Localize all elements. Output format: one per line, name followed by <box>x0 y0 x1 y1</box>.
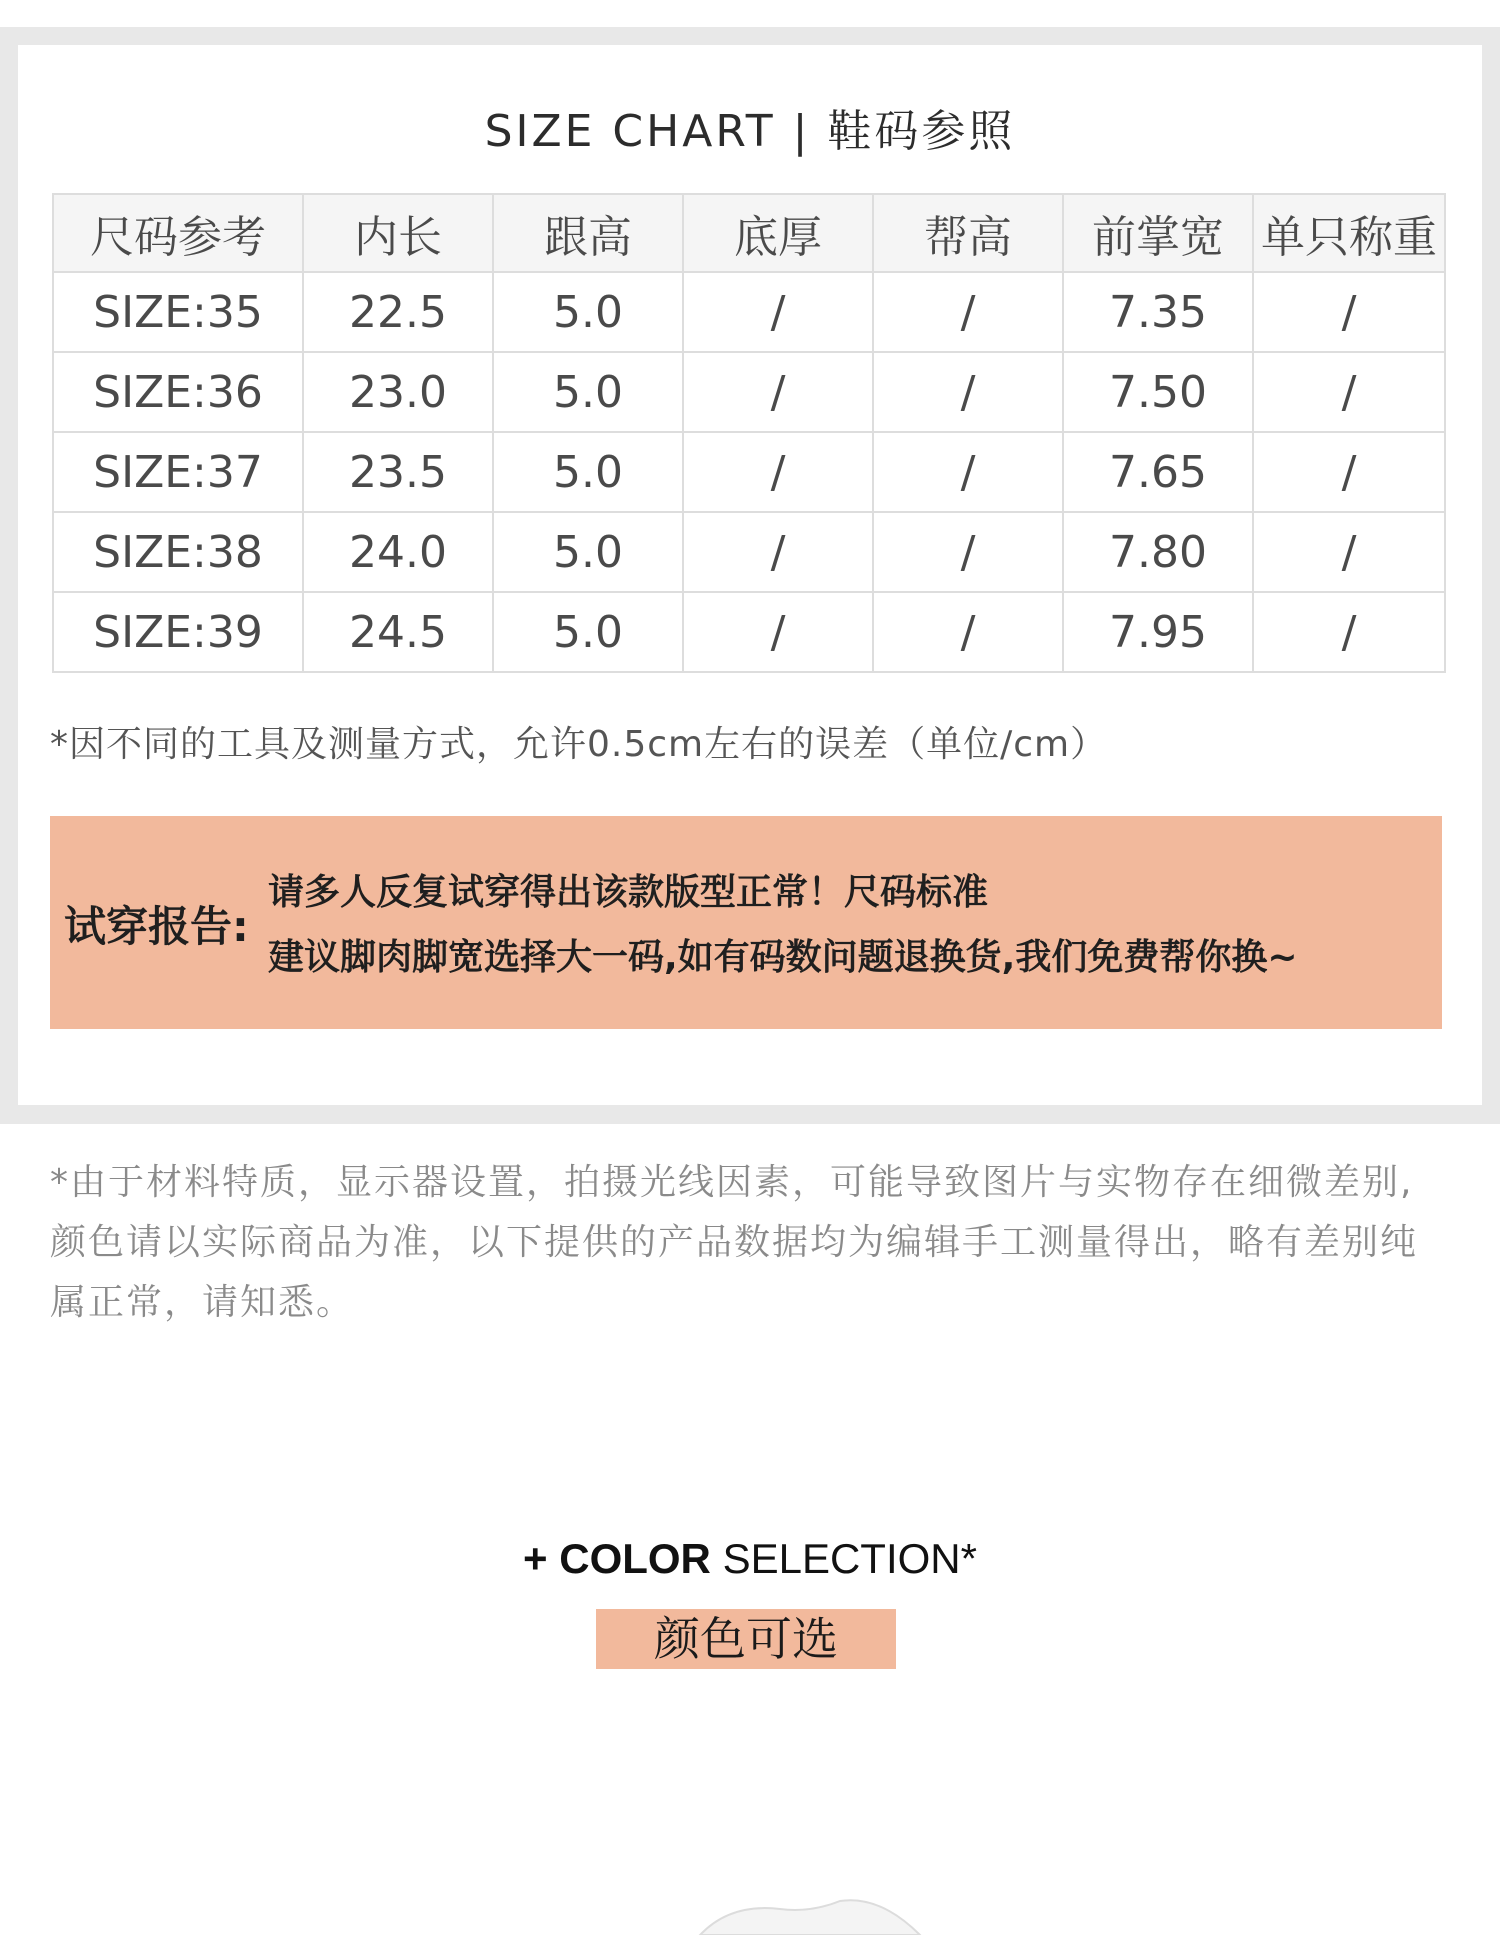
cell-upper-height: / <box>873 352 1063 432</box>
table-header-row <box>53 194 1445 272</box>
color-option-tag: 颜色可选 <box>596 1609 896 1669</box>
cell-heel-height: 5.0 <box>493 512 683 592</box>
cell-sole-thickness: / <box>683 432 873 512</box>
header-size: 尺码参考 <box>53 194 303 272</box>
shoe-image-icon <box>690 1895 930 1935</box>
cell-inner-length: 23.0 <box>303 352 493 432</box>
cell-upper-height: / <box>873 272 1063 352</box>
cell-heel-height: 5.0 <box>493 592 683 672</box>
cell-size: SIZE:36 <box>53 352 303 432</box>
cell-size: SIZE:39 <box>53 592 303 672</box>
disclaimer-text: *由于材料特质，显示器设置，拍摄光线因素，可能导致图片与实物存在细微差别,颜色请以实际商品为准，以下提供的产品数据均为编辑手工测量得出，略有差别纯属正常，请知悉。 <box>50 1162 1419 1323</box>
header-weight: 单只称重 <box>1253 194 1445 272</box>
size-table <box>52 193 1446 673</box>
table-row <box>53 592 1445 672</box>
cell-inner-length: 24.5 <box>303 592 493 672</box>
cell-inner-length: 22.5 <box>303 272 493 352</box>
fit-report-box <box>50 816 1442 1029</box>
fit-report-line: 建议脚肉脚宽选择大一码,如有码数问题退换货,我们免费帮你换~ <box>268 937 1298 978</box>
size-chart-title: SIZE CHART | 鞋码参照 <box>484 106 1016 157</box>
table-row <box>53 432 1445 512</box>
cell-forefoot-width: 7.80 <box>1063 512 1253 592</box>
cell-weight: / <box>1253 432 1445 512</box>
header-heel-height: 跟高 <box>493 194 683 272</box>
cell-sole-thickness: / <box>683 272 873 352</box>
cell-sole-thickness: / <box>683 592 873 672</box>
cell-forefoot-width: 7.50 <box>1063 352 1253 432</box>
cell-size: SIZE:35 <box>53 272 303 352</box>
fit-report-line: 请多人反复试穿得出该款版型正常！尺码标准 <box>268 872 989 913</box>
fit-report-label: 试穿报告: <box>64 902 249 951</box>
plus-icon: + <box>523 1535 548 1582</box>
table-row <box>53 512 1445 592</box>
color-heading-rest: SELECTION* <box>722 1535 977 1582</box>
cell-weight: / <box>1253 352 1445 432</box>
cell-heel-height: 5.0 <box>493 352 683 432</box>
table-row <box>53 272 1445 352</box>
cell-size: SIZE:38 <box>53 512 303 592</box>
color-heading-bold: COLOR <box>559 1535 711 1582</box>
cell-forefoot-width: 7.35 <box>1063 272 1253 352</box>
cell-weight: / <box>1253 592 1445 672</box>
measurement-note: *因不同的工具及测量方式，允许0.5cm左右的误差（单位/cm） <box>50 724 1108 765</box>
color-selection-heading <box>0 1535 1500 1583</box>
cell-weight: / <box>1253 272 1445 352</box>
header-forefoot-width: 前掌宽 <box>1063 194 1253 272</box>
cell-sole-thickness: / <box>683 352 873 432</box>
cell-inner-length: 23.5 <box>303 432 493 512</box>
cell-heel-height: 5.0 <box>493 432 683 512</box>
cell-forefoot-width: 7.95 <box>1063 592 1253 672</box>
header-sole-thickness: 底厚 <box>683 194 873 272</box>
cell-sole-thickness: / <box>683 512 873 592</box>
cell-upper-height: / <box>873 512 1063 592</box>
cell-upper-height: / <box>873 592 1063 672</box>
cell-upper-height: / <box>873 432 1063 512</box>
cell-size: SIZE:37 <box>53 432 303 512</box>
header-upper-height: 帮高 <box>873 194 1063 272</box>
cell-weight: / <box>1253 512 1445 592</box>
cell-inner-length: 24.0 <box>303 512 493 592</box>
header-inner-length: 内长 <box>303 194 493 272</box>
cell-forefoot-width: 7.65 <box>1063 432 1253 512</box>
table-row <box>53 352 1445 432</box>
cell-heel-height: 5.0 <box>493 272 683 352</box>
